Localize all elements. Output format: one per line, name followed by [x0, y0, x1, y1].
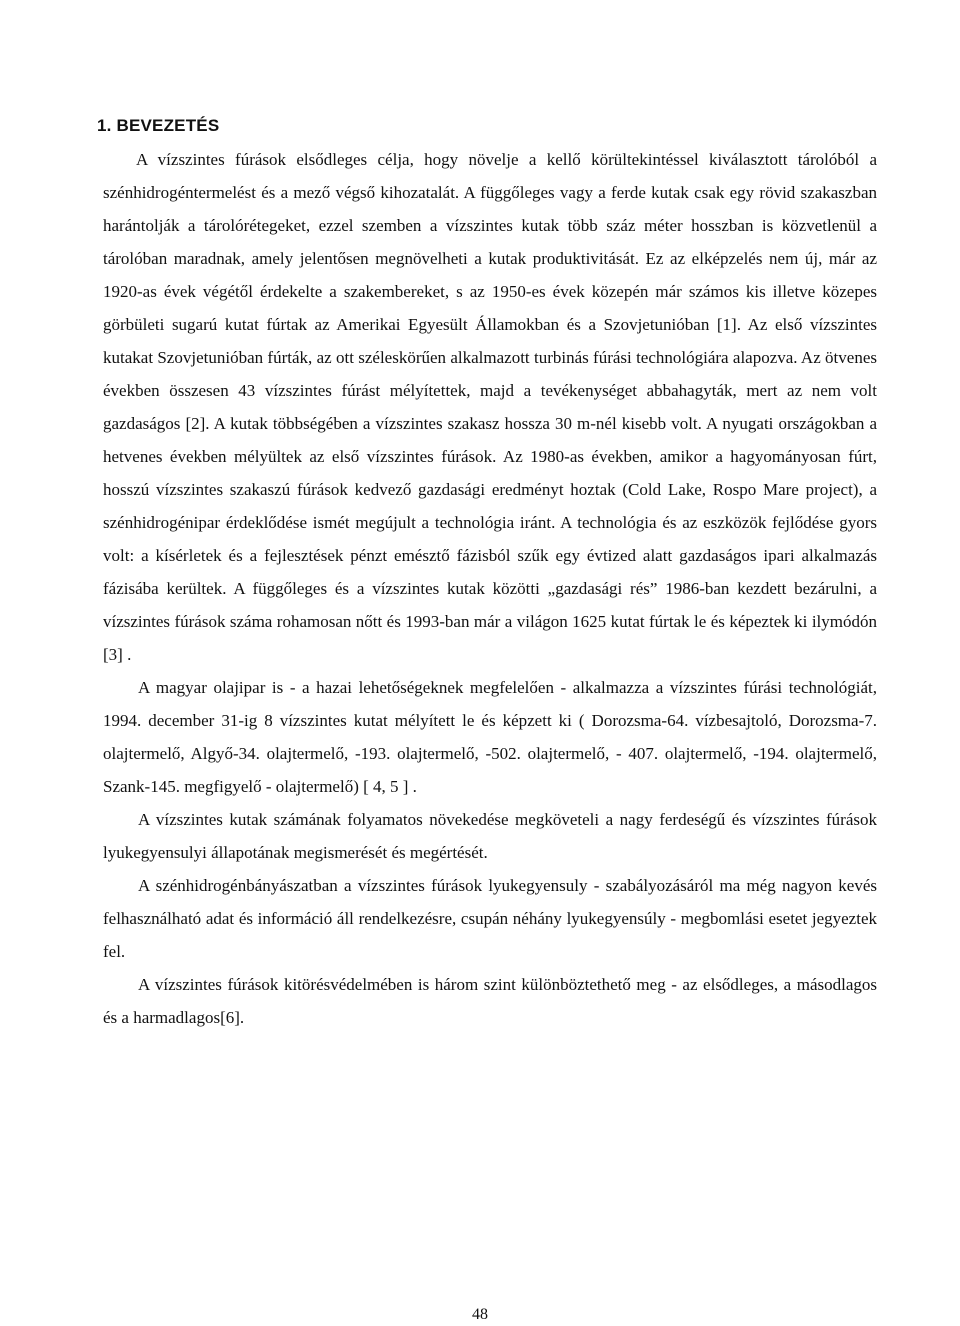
- paragraph-intro: A vízszintes fúrások elsődleges célja, hogy növelje a kellő körültekintéssel kiválasztott tárolóból a szénhidrogéntermelést és a mező végső kihozatalát. A függőleges vagy a ferde kutak csak egy rövid szakaszban harántolják a tárolórétegeket, ezzel szemben a vízszintes kutak több száz méter hosszban is közvetlenül a tárolóban maradnak, amely jelentősen megnövelheti a kutak produktivitását. Ez az elképzelés nem új, már az 1920-as évek végétől érdekelte a szakembereket, s az 1950-es évek közepén már számos kis illetve közepes görbületi sugarú kutat fúrtak az Amerikai Egyesült Államokban és a Szovjetunióban [1]. Az első vízszintes kutakat Szovjetunióban fúrták, az ott széleskörűen alkalmazott turbinás fúrási technológiára alapozva. Az ötvenes években összesen 43 vízszintes fúrást mélyítettek, majd a tevékenységet abbahagyták, mert az nem volt gazdaságos [2]. A kutak többségében a vízszintes szakasz hossza 30 m-nél kisebb volt. A nyugati országokban a hetvenes években mélyültek az első vízszintes fúrások. Az 1980-as években, amikor a hagyományosan fúrt, hosszú vízszintes szakaszú fúrások kedvező gazdasági eredményt hoztak (Cold Lake, Rospo Mare project), a szénhidrogénipar érdeklődése ismét megújult a technológia iránt. A technológia és az eszközök fejlődése gyors volt: a kísérletek és a fejlesztések pénzt emésztő fázisból szűk egy évtized alatt gazdaságos ipari alkalmazás fázisába kerültek. A függőleges és a vízszintes kutak közötti „gazdasági rés” 1986-ban kezdett bezárulni, a vízszintes fúrások száma rohamosan nőtt és 1993-ban már a világon 1625 kutat fúrtak le és képeztek ki ilymódón [3] .: [103, 150, 877, 664]
- body-text: [103, 143, 877, 1034]
- paragraph-well-control-data: A szénhidrogénbányászatban a vízszintes fúrások lyukegyensuly - szabályozásáról ma még nagyon kevés felhasználható adat és információ áll rendelkezésre, csupán néhány lyukegyensúly - megbomlási esetet jegyeztek fel.: [103, 876, 877, 961]
- paragraph-growth: A vízszintes kutak számának folyamatos növekedése megköveteli a nagy ferdeségű és vízszintes fúrások lyukegyensulyi állapotának megismerését és megértését.: [103, 810, 877, 862]
- paragraph-blowout-prevention: A vízszintes fúrások kitörésvédelmében is három szint különböztethető meg - az elsődleges, a másodlagos és a harmadlagos[6].: [103, 975, 877, 1027]
- paragraph-hungarian-industry: A magyar olajipar is - a hazai lehetőségeknek megfelelően - alkalmazza a vízszintes fúrási technológiát, 1994. december 31-ig 8 vízszintes kutat mélyített le és képzett ki ( Dorozsma-64. vízbesajtoló, Dorozsma-7. olajtermelő, Algyő-34. olajtermelő, -193. olajtermelő, -502. olajtermelő, - 407. olajtermelő, -194. olajtermelő, Szank-145. megfigyelő - olajtermelő) [ 4, 5 ] .: [103, 678, 877, 796]
- page-number: 48: [472, 1306, 488, 1323]
- section-heading: 1. BEVEZETÉS: [97, 116, 220, 135]
